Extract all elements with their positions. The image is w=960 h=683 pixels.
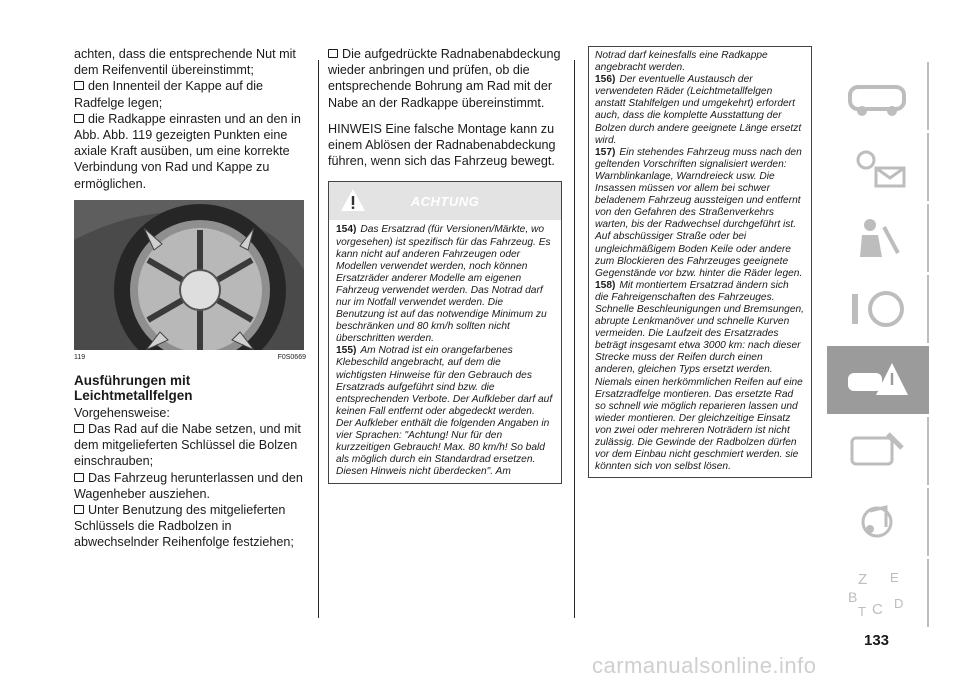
index-letter: Z bbox=[858, 571, 868, 588]
page-number: 133 bbox=[864, 632, 890, 649]
warning-continuation bbox=[588, 46, 812, 478]
column-left bbox=[74, 46, 306, 551]
warning-box bbox=[328, 181, 562, 484]
column-divider bbox=[318, 60, 319, 618]
index-letter: B bbox=[848, 589, 858, 605]
section-heading: Ausführungen mit Leichtmetallfelgen bbox=[74, 372, 193, 403]
figure-caption bbox=[74, 354, 306, 361]
wheel-figure bbox=[74, 200, 304, 350]
column-divider bbox=[574, 60, 575, 618]
warning-lights-icon[interactable] bbox=[827, 133, 929, 201]
warning-title: ACHTUNG bbox=[410, 193, 480, 209]
bullet-snap-cap: die Radkappe einrasten und an den in Abb. Abb. 119 gezeigten Punkten eine axiale Kraft ausüben, um eine korrekte Verbindung von Rad und Kappe zu ermöglichen. bbox=[74, 111, 306, 192]
emergency-icon[interactable] bbox=[827, 346, 929, 414]
index-letter: C bbox=[872, 601, 883, 618]
column-right bbox=[588, 46, 812, 478]
figure-number: 119 bbox=[74, 353, 86, 361]
index-letters bbox=[842, 566, 912, 620]
chapter-sidebar bbox=[827, 62, 927, 627]
index-icon[interactable] bbox=[827, 559, 929, 627]
watermark: carmanualsonline.info bbox=[592, 653, 817, 678]
safety-airbag-icon[interactable] bbox=[827, 204, 929, 272]
warning-157: 157) Ein stehendes Fahrzeug muss nach den geltenden Vorschriften signalisiert werden: Warnblinkanlage, Warndreieck usw. Die Insassen müssen vor allem bei schwer beladenem Fahrzeug aussteigen und entfernt von den Gefahren des Straßenverkehrs warten, bis der Radwechsel durchgeführt ist. Auf abschüssiger Straße oder bei ungleichmäßigem Boden Keile oder andere zum Blockieren des Fahrzeuges geeignete Gegenstände vor bzw. hinter die Räder legen. bbox=[595, 146, 803, 279]
warning-text bbox=[329, 220, 561, 483]
warning-header bbox=[329, 182, 561, 220]
bullet-mount-wheel: Das Rad auf die Nabe setzen, und mit dem mitgelieferten Schlüssel die Bolzen einschrauben; bbox=[74, 421, 306, 470]
warning-triangle-icon bbox=[339, 187, 367, 213]
car-dashboard-icon[interactable] bbox=[827, 62, 929, 130]
hint-note: HINWEIS Eine falsche Montage kann zu einem Ablösen der Radnabenabdeckung führen, wenn sich das Fahrzeug bewegt. bbox=[328, 121, 556, 169]
bullet-inner-part: den Innenteil der Kappe auf die Radfelge legen; bbox=[74, 78, 306, 110]
index-letter: T bbox=[858, 604, 866, 619]
warning-156: 156) Der eventuelle Austausch der verwendeten Räder (Leichtmetallfelgen anstatt Stahlfelgen und umgekehrt) erfordert auch, dass die komplette Ausstattung der Bolzen durch andere geeignete Länge ersetzt wird. bbox=[595, 74, 802, 146]
maintenance-icon[interactable] bbox=[827, 417, 929, 485]
paragraph-cont: achten, dass die entsprechende Nut mit dem Reifenventil übereinstimmt; bbox=[74, 47, 296, 78]
warning-cont-text: Notrad darf keinesfalls eine Radkappe angebracht werden. bbox=[595, 50, 768, 74]
warning-155: 155) Am Notrad ist ein orangefarbenes Klebeschild angebracht, auf dem die wichtigsten Hinweise für den Gebrauch des Ersatzrads aufgeführt sind bzw. die entsprechenden Verbote. Der Aufkleber darf auf keinen Fall entfernt oder abgedeckt werden. Der Aufkleber enthält die folgenden Angaben in vier Sprachen: "Achtung! Nur für den kurzzeitigen Gebrauch! Max. 80 km/h! So bald als möglich durch ein Standardrad ersetzen. Diesen Hinweis nicht überdecken". Am bbox=[336, 345, 553, 478]
bullet-tighten-bolts: Unter Benutzung des mitgelieferten Schlüssels die Radbolzen in abwechselnder Reihenfolge festziehen; bbox=[74, 502, 306, 551]
wheel-illustration bbox=[74, 200, 304, 350]
bullet-lower-vehicle: Das Fahrzeug herunterlassen und den Wagenheber ausziehen. bbox=[74, 470, 306, 502]
starting-driving-icon[interactable] bbox=[827, 275, 929, 343]
index-letter: E bbox=[890, 570, 899, 585]
figure-code: F0S0669 bbox=[277, 353, 306, 361]
column-middle bbox=[328, 46, 564, 484]
warning-154: 154) Das Ersatzrad (für Versionen/Märkte, wo vorgesehen) ist spezifisch für das Fahrzeug. Es kann nicht auf anderen Fahrzeugen oder Modellen verwendet werden, noch können Ersatzräder anderer Modelle am eigenen Fahrzeug verwendet werden. Das Notrad darf nur im Notfall verwendet werden. Die Benutzung ist auf das notwendige Minimum zu beschränken und 80 km/h sollten nicht überschritten werden. bbox=[336, 224, 551, 345]
multimedia-icon[interactable] bbox=[827, 488, 929, 556]
bullet-refit-hubcap: Die aufgedrückte Radnabenabdeckung wieder anbringen und prüfen, ob die entsprechende Bohrung am Rad mit der Nabe an der Radkappe übereinstimmt. bbox=[328, 46, 564, 111]
index-letter: D bbox=[894, 596, 904, 611]
warning-158: 158) Mit montiertem Ersatzrad ändern sich die Fahreigenschaften des Fahrzeuges. Schnelle Beschleunigungen und Bremsungen, abrupte Lenkmanöver und schnelle Kurven vermeiden. Die Laufzeit des Ersatzrades beträgt insgesamt etwa 3000 km: nach dieser Strecke muss der Reifen durch einen anderen, gleichen Typs ersetzt werden. Niemals einen herkömmlichen Reifen auf eine Ersatzradfelge montieren. Das ersetzte Rad so schnell wie möglich reparieren lassen und wieder montieren. Der gleichzeitige Einsatz von zwei oder mehreren Noträdern ist nicht zulässig. Die Gewinde der Radbolzen dürfen vor dem Einbau nicht geschmiert werden. sie könnten sich von selbst lösen. bbox=[595, 279, 804, 473]
procedure-intro: Vorgehensweise: bbox=[74, 405, 170, 420]
